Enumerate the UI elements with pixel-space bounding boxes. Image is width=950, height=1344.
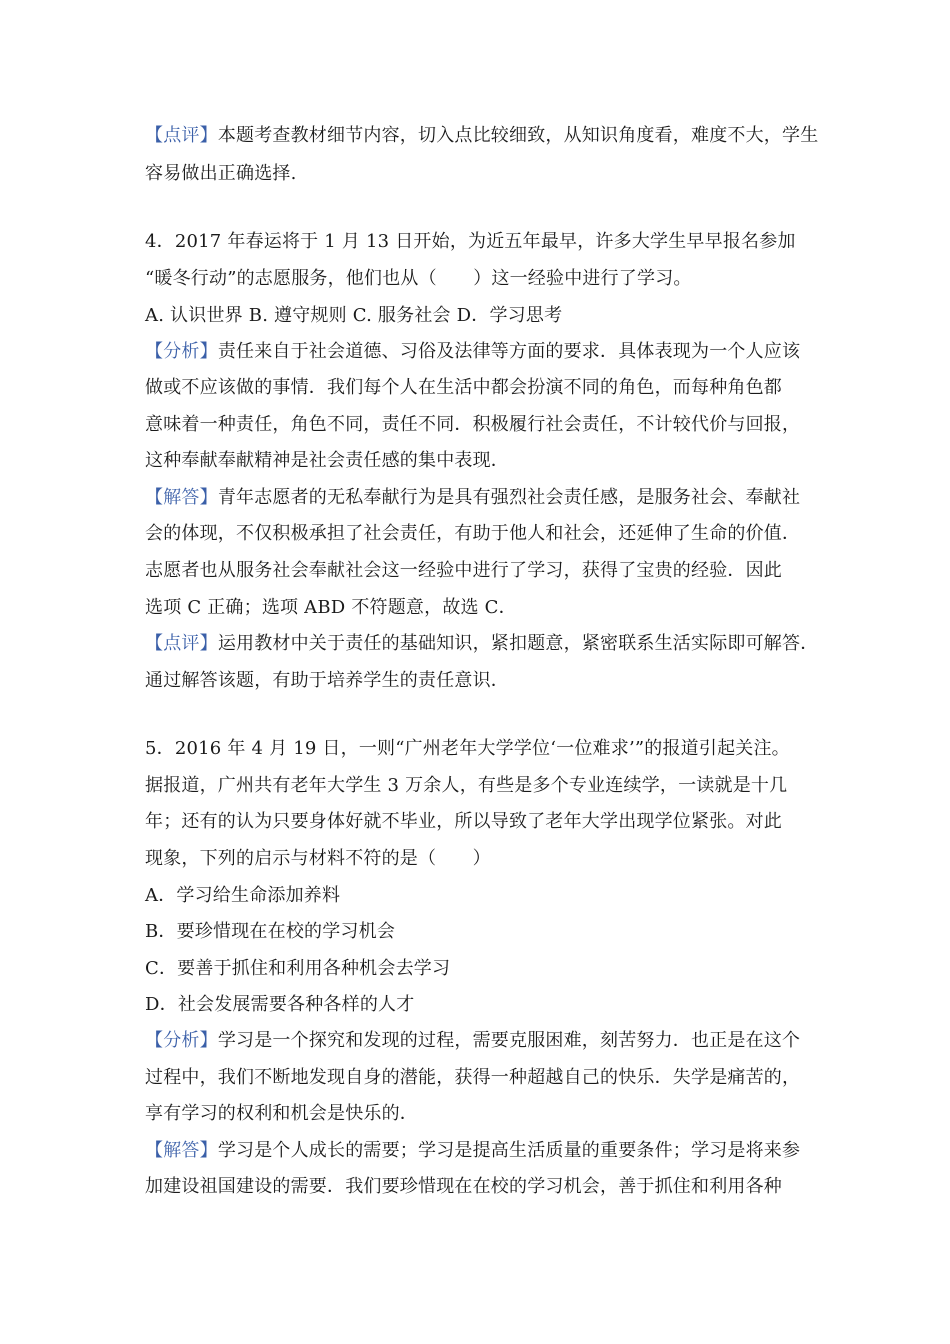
q3-review-line-1: 【点评】本题考查教材细节内容，切入点比较细致，从知识角度看，难度不大，学生 (145, 125, 819, 146)
q5-option-a: A．学习给生命添加养料 (145, 885, 341, 906)
q5-option-c: C．要善于抓住和利用各种机会去学习 (145, 958, 451, 979)
analysis-tag: 【分析】 (145, 341, 218, 362)
q5-option-d: D．社会发展需要各种各样的人才 (145, 994, 415, 1015)
q5-answer-line-1: 【解答】学习是个人成长的需要；学习是提高生活质量的重要条件；学习是将来参 (145, 1140, 801, 1161)
q4-review-line-1: 【点评】运用教材中关于责任的基础知识，紧扣题意，紧密联系生活实际即可解答． (145, 633, 819, 654)
q4-options: A. 认识世界 B. 遵守规则 C. 服务社会 D．学习思考 (145, 305, 563, 326)
q4-answer-line-4: 选项 C 正确；选项 ABD 不符题意，故选 C． (145, 597, 517, 618)
q5-option-b: B．要珍惜现在在校的学习机会 (145, 921, 396, 942)
q5-analysis-line-1: 【分析】学习是一个探究和发现的过程，需要克服困难，刻苦努力．也正是在这个 (145, 1030, 801, 1051)
q4-analysis-line-4: 这种奉献奉献精神是社会责任感的集中表现． (145, 450, 509, 471)
q4-answer-line-2: 会的体现，不仅积极承担了社会责任，有助于他人和社会，还延伸了生命的价值． (145, 523, 801, 544)
q5-stem-line-1: 5．2016 年 4 月 19 日，一则“广州老年大学学位‘一位难求’”的报道引起关注。 (145, 738, 790, 759)
analysis-tag: 【分析】 (145, 1030, 218, 1051)
review-tag: 【点评】 (145, 633, 218, 654)
answer-tag: 【解答】 (145, 1140, 218, 1161)
answer-tag: 【解答】 (145, 487, 218, 508)
q4-review-line-2: 通过解答该题，有助于培养学生的责任意识． (145, 670, 509, 691)
q4-analysis-line-2: 做或不应该做的事情．我们每个人在生活中都会扮演不同的角色，而每种角色都 (145, 377, 782, 398)
q4-stem-line-2: “暖冬行动”的志愿服务，他们也从（ ）这一经验中进行了学习。 (145, 268, 692, 289)
q4-answer-line-1: 【解答】青年志愿者的无私奉献行为是具有强烈社会责任感，是服务社会、奉献社 (145, 487, 801, 508)
q5-stem-line-3: 年；还有的认为只要身体好就不毕业，所以导致了老年大学出现学位紧张。对此 (145, 811, 782, 832)
q5-answer-line-2: 加建设祖国建设的需要．我们要珍惜现在在校的学习机会，善于抓住和利用各种 (145, 1176, 782, 1197)
q4-analysis-line-3: 意味着一种责任，角色不同，责任不同．积极履行社会责任，不计较代价与回报， (145, 414, 801, 435)
review-tag: 【点评】 (145, 125, 218, 146)
q5-analysis-line-3: 享有学习的权利和机会是快乐的． (145, 1103, 418, 1124)
q5-stem-line-2: 据报道，广州共有老年大学生 3 万余人，有些是多个专业连续学，一读就是十几 (145, 775, 788, 796)
q4-analysis-line-1: 【分析】责任来自于社会道德、习俗及法律等方面的要求．具体表现为一个人应该 (145, 341, 801, 362)
q5-stem-line-4: 现象，下列的启示与材料不符的是（ ） (145, 848, 491, 869)
q4-answer-line-3: 志愿者也从服务社会奉献社会这一经验中进行了学习，获得了宝贵的经验．因此 (145, 560, 782, 581)
q5-analysis-line-2: 过程中，我们不断地发现自身的潜能，获得一种超越自己的快乐．失学是痛苦的， (145, 1067, 801, 1088)
q3-review-line-2: 容易做出正确选择. (145, 163, 297, 184)
q4-stem-line-1: 4．2017 年春运将于 1 月 13 日开始，为近五年最早，许多大学生早早报名参加 (145, 231, 796, 252)
